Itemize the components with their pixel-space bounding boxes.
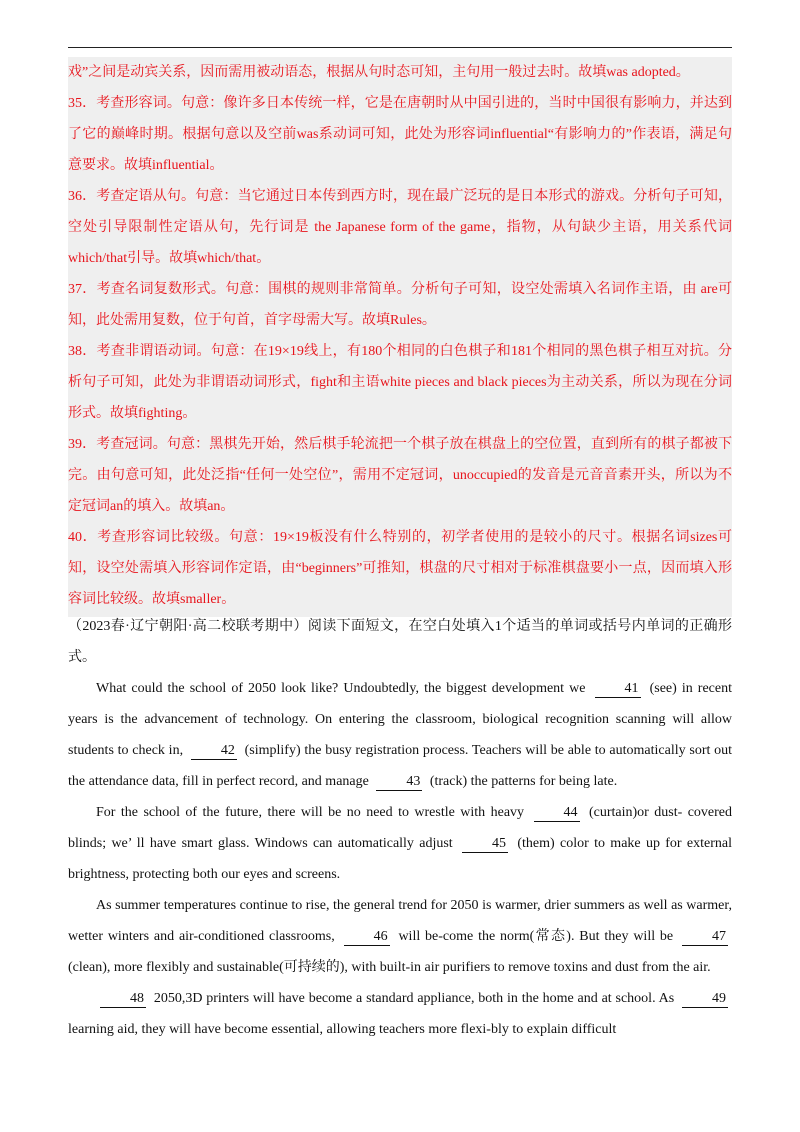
question-intro: （2023春·辽宁朝阳·高二校联考期中）阅读下面短文，在空白处填入1个适当的单词或括号内单词的正确形式。	[68, 619, 732, 665]
blank-45: 45	[462, 835, 508, 853]
answer-38: 38．考查非谓语动词。句意：在19×19线上，有180个相同的白色棋子和181个相同的黑色棋子相互对抗。分析句子可知，此处为非谓语动词形式，fight和主语white pieces and black pieces为主动关系，所以为现在分词形式。故填fighting。	[68, 344, 732, 421]
answer-37: 37．考查名词复数形式。句意：围棋的规则非常简单。分析句子可知，设空处需填入名词作主语，由 are可知，此处需用复数，位于句首，首字母需大写。故填Rules。	[68, 282, 732, 328]
blank-43: 43	[376, 773, 422, 791]
blank-48: 48	[100, 990, 146, 1008]
answer-explanations	[68, 57, 732, 617]
blank-49: 49	[682, 990, 728, 1008]
answer-36: 36．考查定语从句。句意：当它通过日本传到西方时，现在最广泛玩的是日本形式的游戏。分析句子可知，空处引导限制性定语从句，先行词是 the Japanese form of the game，指物，从句缺少主语，用关系代词which/that引导。故填which/that。	[68, 189, 732, 266]
answer-34-tail: 戏”之间是动宾关系，因而需用被动语态，根据从句时态可知，主句用一般过去时。故填was adopted。	[68, 65, 690, 80]
blank-44: 44	[534, 804, 580, 822]
blank-46: 46	[344, 928, 390, 946]
passage-paragraph-3: As summer temperatures continue to rise, the general trend for 2050 is warmer, drier summers as well as warmer, wetter winters and air-conditioned classrooms, 46 will be-come the norm(常态). But they will be 47 (clean), more flexibly and sustainable(可持续的), with built-in air purifiers to remove toxins and dust from the air.	[68, 898, 732, 975]
cloze-question	[68, 611, 732, 1045]
passage-paragraph-2: For the school of the future, there will be no need to wrestle with heavy 44 (curtain)or dust- covered blinds; we’ ll have smart glass. Windows can automatically adjust 45 (them) color to make up for external brightness, protecting both our eyes and screens.	[68, 805, 732, 882]
header-rule	[68, 47, 732, 48]
blank-41: 41	[595, 680, 641, 698]
answer-40: 40．考查形容词比较级。句意：19×19板没有什么特别的，初学者使用的是较小的尺寸。根据名词sizes可知，设空处需填入形容词作定语，由“beginners”可推知，棋盘的尺寸相对于标准棋盘要小一点，因而填入形容词比较级。故填smaller。	[68, 530, 732, 607]
answer-35: 35．考查形容词。句意：像许多日本传统一样，它是在唐朝时从中国引进的，当时中国很有影响力，并达到了它的巅峰时期。根据句意以及空前was系动词可知，此处为形容词influential“有影响力的”作表语，满足句意要求。故填influential。	[68, 96, 732, 173]
answer-39: 39．考查冠词。句意：黑棋先开始，然后棋手轮流把一个棋子放在棋盘上的空位置，直到所有的棋子都被下完。由句意可知，此处泛指“任何一处空位”，需用不定冠词，unoccupied的发音是元音音素开头，所以为不定冠词an的填入。故填an。	[68, 437, 732, 514]
passage-paragraph-1: What could the school of 2050 look like? Undoubtedly, the biggest development we 41 (see) in recent years is the advancement of technology. On entering the classroom, biological recognition scanning will allow students to check in, 42 (simplify) the busy registration process. Teachers will be able to automatically sort out the attendance data, fill in perfect record, and manage 43 (track) the patterns for being late.	[68, 681, 733, 789]
blank-47: 47	[682, 928, 728, 946]
blank-42: 42	[191, 742, 237, 760]
passage-paragraph-4: 48 2050,3D printers will have become a standard appliance, both in the home and at school. As 49 learning aid, they will have become essential, allowing teachers more flexi-bly to explain difficult	[68, 991, 726, 1037]
